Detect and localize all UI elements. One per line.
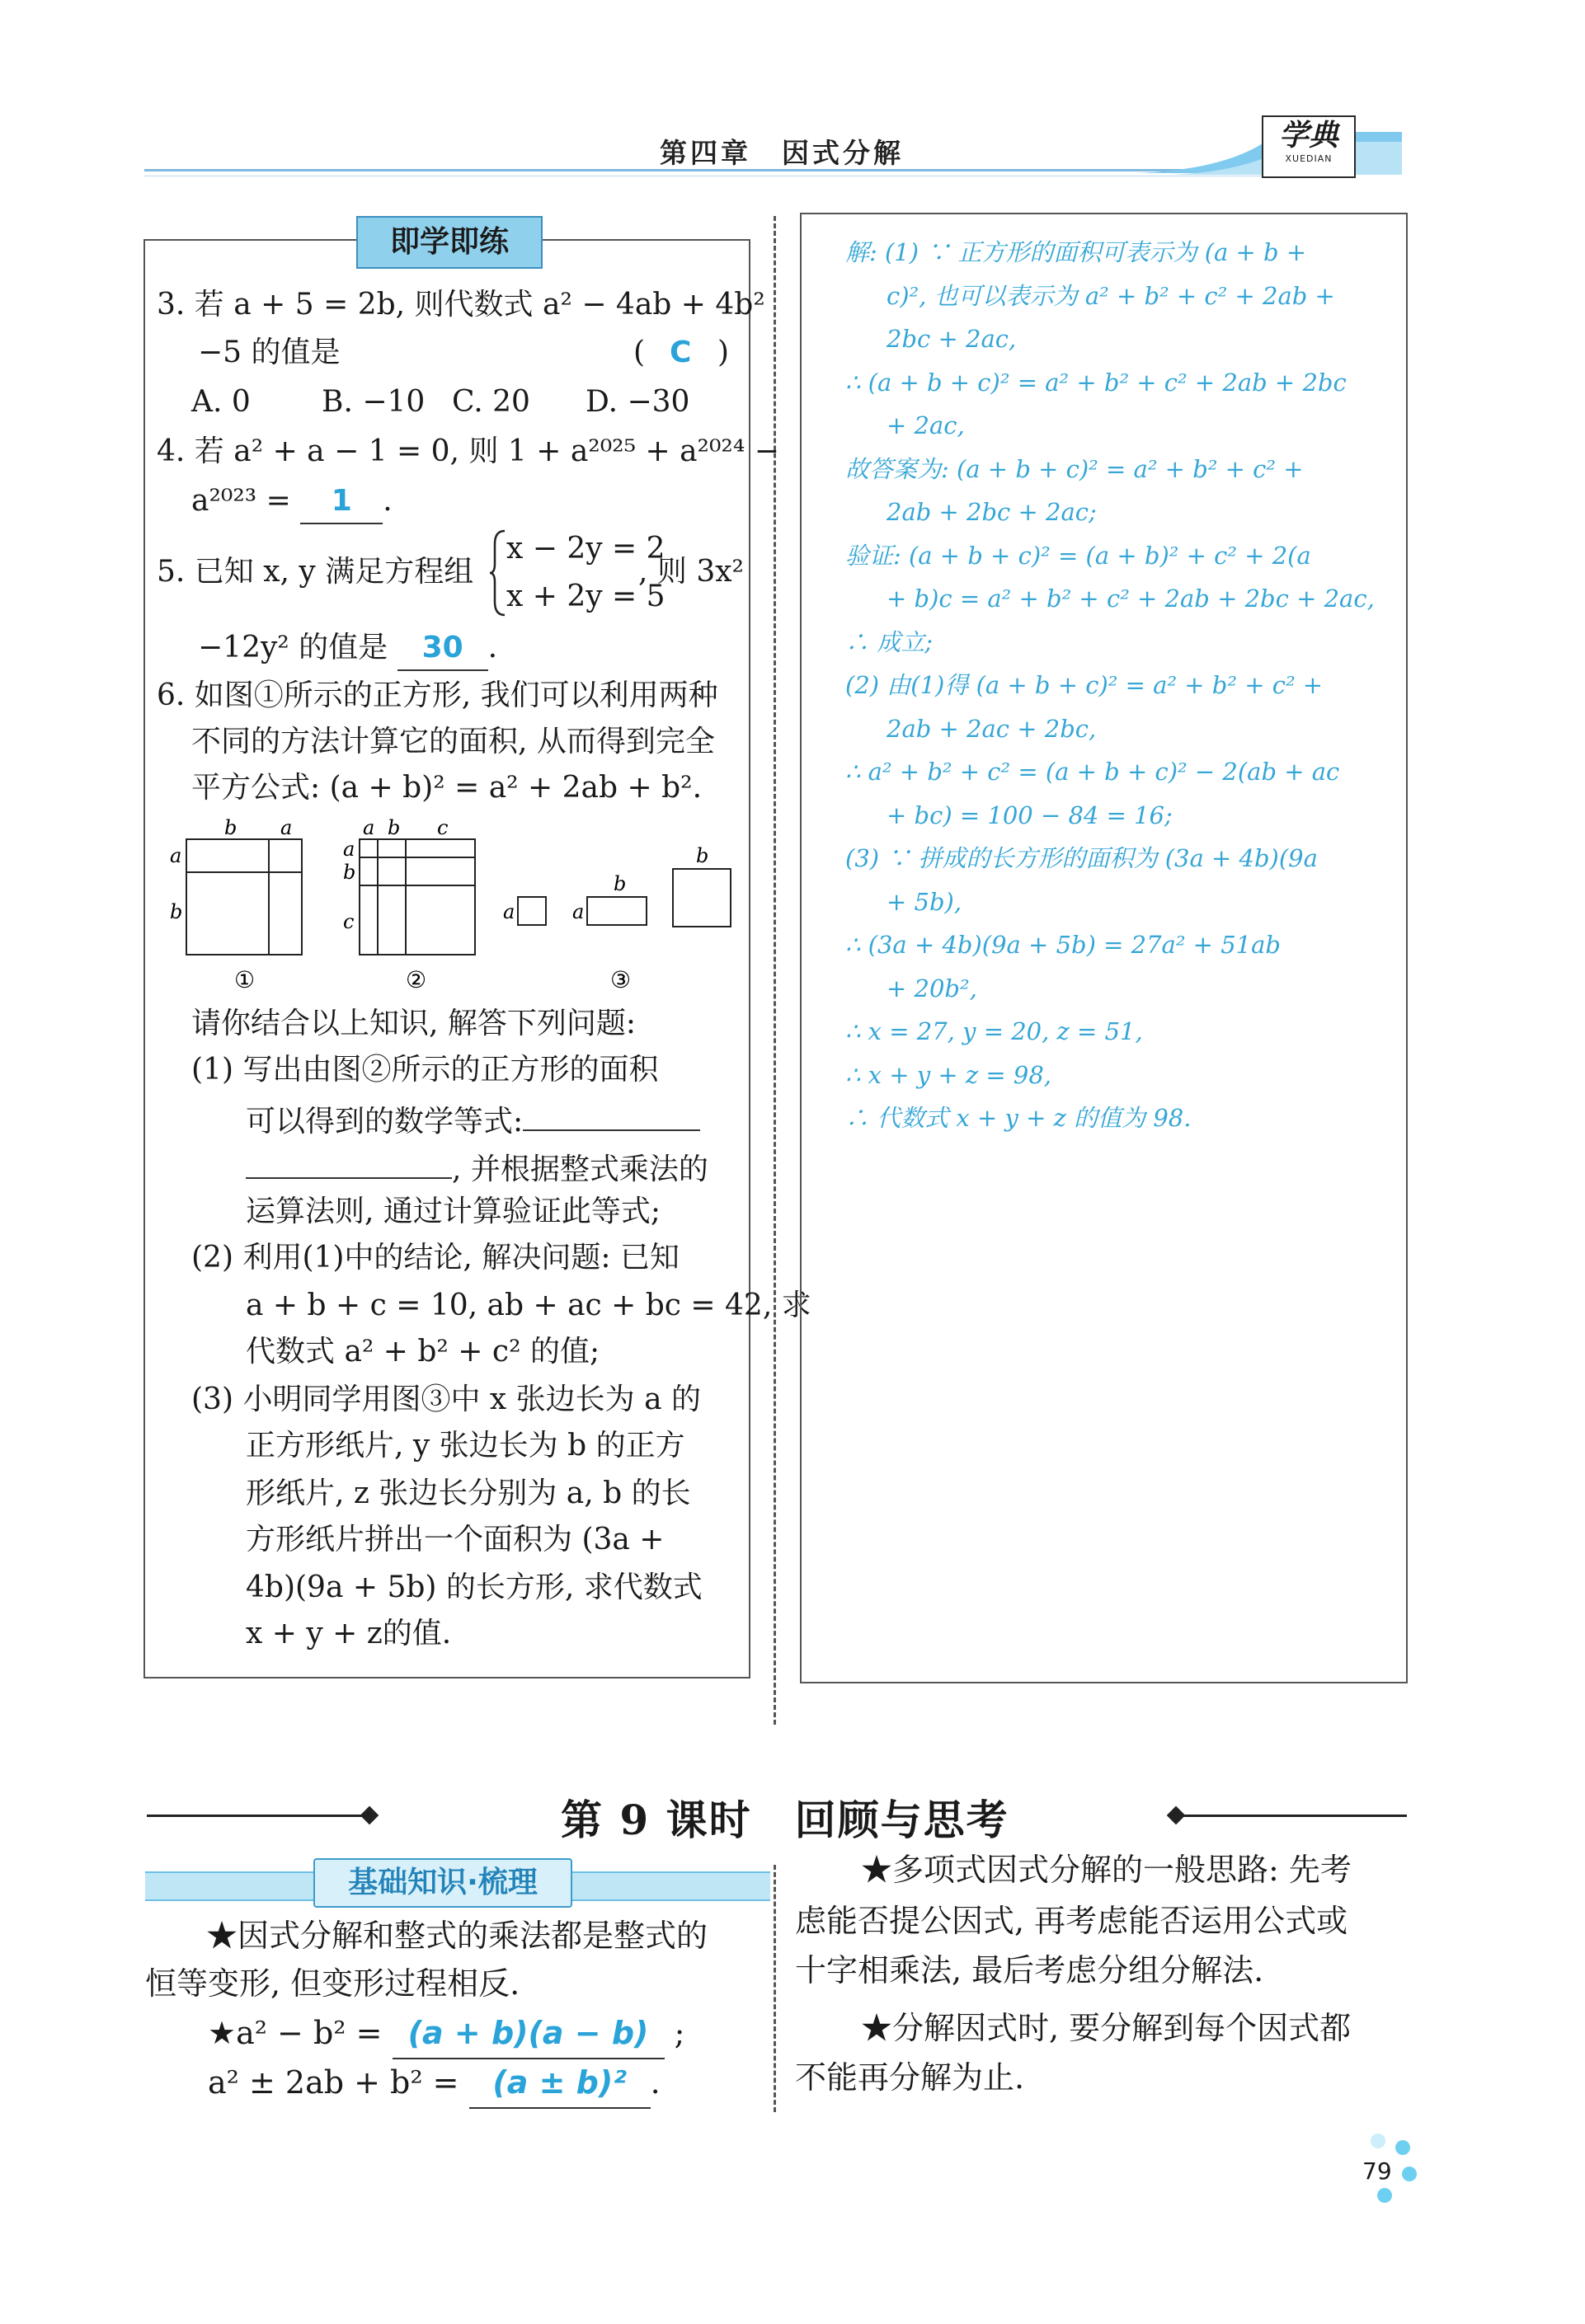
q5-eq1: x − 2y = 2 [506,532,666,566]
fig2-label-b-top: b [388,816,401,839]
solution-line: 2bc + 2ac, [887,325,1017,353]
q6-p3-line5: 4b)(9a + 5b) 的长方形, 求代数式 [246,1570,703,1604]
formula-2-post: . [650,2064,661,2101]
solution-line: + 2ac, [887,411,965,439]
q3-paren-l: ( [633,336,646,369]
solution-line: ∴ (3a + 4b)(9a + 5b) = 27a² + 51ab [845,931,1281,959]
q6-p1-line3 [246,1144,708,1191]
q6-p3-line2: 正方形纸片, y 张边长为 b 的正方 [246,1429,685,1462]
publisher-logo [1262,115,1356,178]
q6-p1-line4: 运算法则, 通过计算验证此等式; [246,1195,661,1228]
fig1-label-b-top: b [224,816,238,839]
decor-dot-4 [1377,2188,1392,2203]
solution-line: + b)c = a² + b² + c² + 2ab + 2bc + 2ac, [887,585,1375,613]
lesson-rule-left [147,1815,369,1817]
lesson-right-line1: ★多项式因式分解的一般思路: 先考 [861,1852,1352,1888]
chapter-title: 第四章 因式分解 [660,137,904,169]
fig3-label-b2: b [696,844,709,867]
q6-p3-line6: x + y + z的值. [246,1617,452,1650]
decor-dot-3 [1402,2167,1417,2181]
decor-dot-2 [1395,2140,1410,2155]
solution-line: + 20b², [887,974,977,1002]
solution-line: 故答案为: (a + b + c)² = a² + b² + c² + [845,454,1304,483]
solution-line: ∴ x = 27, y = 20, z = 51, [845,1017,1143,1045]
fig1-label-b-side: b [170,900,183,923]
q4-answer: 1 [300,480,383,524]
figure-1 [170,816,302,993]
solution-line: 验证: (a + b + c)² = (a + b)² + c² + 2(a [845,541,1311,570]
q5-eq2: x + 2y = 5 [506,580,666,613]
formula-2 [208,2058,661,2109]
formula-1-post: ; [674,2015,685,2051]
q6-p2-line3: 代数式 a² + b² + c² 的值; [246,1335,600,1369]
q5-post: , 则 3x² [638,555,744,589]
q3-answer: C [670,336,692,369]
q3-line2: −5 的值是 [198,336,341,369]
lesson-right-line5: 不能再分解为止. [795,2059,1025,2096]
formula-1-pre: ★a² − b² = [208,2015,383,2051]
fig1-number: ① [234,966,256,993]
practice-banner: 即学即练 [356,216,543,269]
fig1-label-a-top: a [280,816,293,839]
figure-3 [503,844,731,993]
q5-answer: 30 [397,627,488,671]
q6-p1-line3-text: , 并根据整式乘法的 [452,1153,708,1186]
figure-2 [343,816,475,993]
q5-line2-pre: −12y² 的值是 [198,631,388,664]
q6-p3-line1: (3) 小明同学用图③中 x 张边长为 a 的 [191,1383,701,1416]
solution-line: ∴ a² + b² + c² = (a + b + c)² − 2(ab + ac [845,758,1340,786]
fig3-number: ③ [610,966,632,993]
solution-line: ∴ 代数式 x + y + z 的值为 98. [845,1104,1192,1132]
q3-line1: 3. 若 a + 5 = 2b, 则代数式 a² − 4ab + 4b² [157,288,765,322]
column-divider-bottom [774,1865,776,2112]
lesson-title: 第 9 课时 回顾与思考 [561,1796,1009,1844]
lesson-left-line2: 恒等变形, 但变形过程相反. [145,1965,520,2002]
q4-line2 [191,480,393,524]
q5-pre: 5. 已知 x, y 满足方程组 [157,555,474,589]
solution-text [845,231,1390,1140]
fig1-label-a-side: a [170,844,182,867]
fig3-label-a1: a [503,900,515,923]
q6-p1-line2 [246,1096,700,1143]
q6-p1-blank1 [523,1096,700,1131]
q6-line2: 不同的方法计算它的面积, 从而得到完全 [191,725,715,758]
q4-line2-post: . [383,484,393,518]
decor-dot-1 [1371,2134,1385,2148]
solution-line: 2ab + 2bc + 2ac; [887,498,1097,526]
solution-line: 解: (1) ∵ 正方形的面积可表示为 (a + b + [845,238,1307,266]
q3-option-c: C. 20 [452,385,530,419]
q6-p1-line2-text: 可以得到的数学等式: [246,1105,524,1139]
q5-line2-post: . [487,631,498,664]
fig2-label-b-side: b [343,861,356,884]
q6-intro: 请你结合以上知识, 解答下列问题: [191,1007,637,1040]
q6-p3-line3: 形纸片, z 张边长分别为 a, b 的长 [246,1477,691,1510]
solution-line: ∴ (a + b + c)² = a² + b² + c² + 2ab + 2bc [845,368,1347,397]
q5-brace [488,528,508,618]
lesson-left-line1: ★因式分解和整式的乘法都是整式的 [206,1918,708,1954]
fig2-label-c-side: c [343,910,355,933]
fig2-label-a-top: a [363,816,375,839]
q6-p2-line1: (2) 利用(1)中的结论, 解决问题: 已知 [191,1241,680,1275]
formula-2-pre: a² ± 2ab + b² = [208,2064,459,2101]
fig2-label-a-side: a [343,838,355,861]
lesson-right-line4: ★分解因式时, 要分解到每个因式都 [861,2010,1352,2046]
q3-option-a: A. 0 [191,385,251,419]
lesson-right-line3: 十字相乘法, 最后考虑分组分解法. [795,1952,1264,1988]
q6-p1-line1: (1) 写出由图②所示的正方形的面积 [191,1053,659,1087]
formula-1 [208,2008,684,2059]
lesson-right-line2: 虑能否提公因式, 再考虑能否运用公式或 [795,1903,1348,1939]
solution-line: + bc) = 100 − 84 = 16; [887,800,1173,829]
page-number: 79 [1362,2157,1392,2185]
q6-figures [165,816,742,998]
lesson-rule-right [1178,1815,1407,1817]
solution-line: ∴ x + y + z = 98, [845,1060,1052,1089]
solution-line: ∴ 成立; [845,627,933,656]
fig3-label-a2: a [572,900,585,923]
q6-p2-line2: a + b + c = 10, ab + ac + bc = 42, 求 [246,1289,811,1322]
q6-line3: 平方公式: (a + b)² = a² + 2ab + b². [191,771,703,805]
fig3-label-b1: b [614,872,627,895]
solution-line: + 5b), [887,887,962,916]
q4-line2-pre: a²⁰²³ = [191,484,291,518]
q6-p3-line4: 方形纸片拼出一个面积为 (3a + [246,1523,665,1556]
lesson-diamond-left [360,1806,379,1825]
solution-line: (3) ∵ 拼成的长方形的面积为 (3a + 4b)(9a [845,844,1318,872]
q4-line1: 4. 若 a² + a − 1 = 0, 则 1 + a²⁰²⁵ + a²⁰²⁴ − [157,434,779,468]
solution-line: c)², 也可以表示为 a² + b² + c² + 2ab + [887,281,1335,310]
q3-option-d: D. −30 [586,385,690,419]
q5-line2 [198,627,497,671]
fig2-number: ② [406,966,427,993]
formula-2-answer: (a ± b)² [469,2058,651,2109]
fig2-label-c-top: c [437,816,449,839]
q6-p1-blank2 [246,1144,452,1179]
logo-cn: 学典 [1278,118,1338,153]
solution-line: 2ab + 2ac + 2bc, [887,714,1097,743]
q3-paren-r: ) [717,336,730,369]
q3-option-b: B. −10 [322,385,426,419]
solution-line: (2) 由(1)得 (a + b + c)² = a² + b² + c² + [845,671,1324,699]
q6-line1: 6. 如图①所示的正方形, 我们可以利用两种 [157,678,718,712]
logo-en: XUEDIAN [1285,153,1333,164]
formula-1-answer: (a + b)(a − b) [393,2008,665,2059]
section-tag: 基础知识·梳理 [313,1858,572,1908]
